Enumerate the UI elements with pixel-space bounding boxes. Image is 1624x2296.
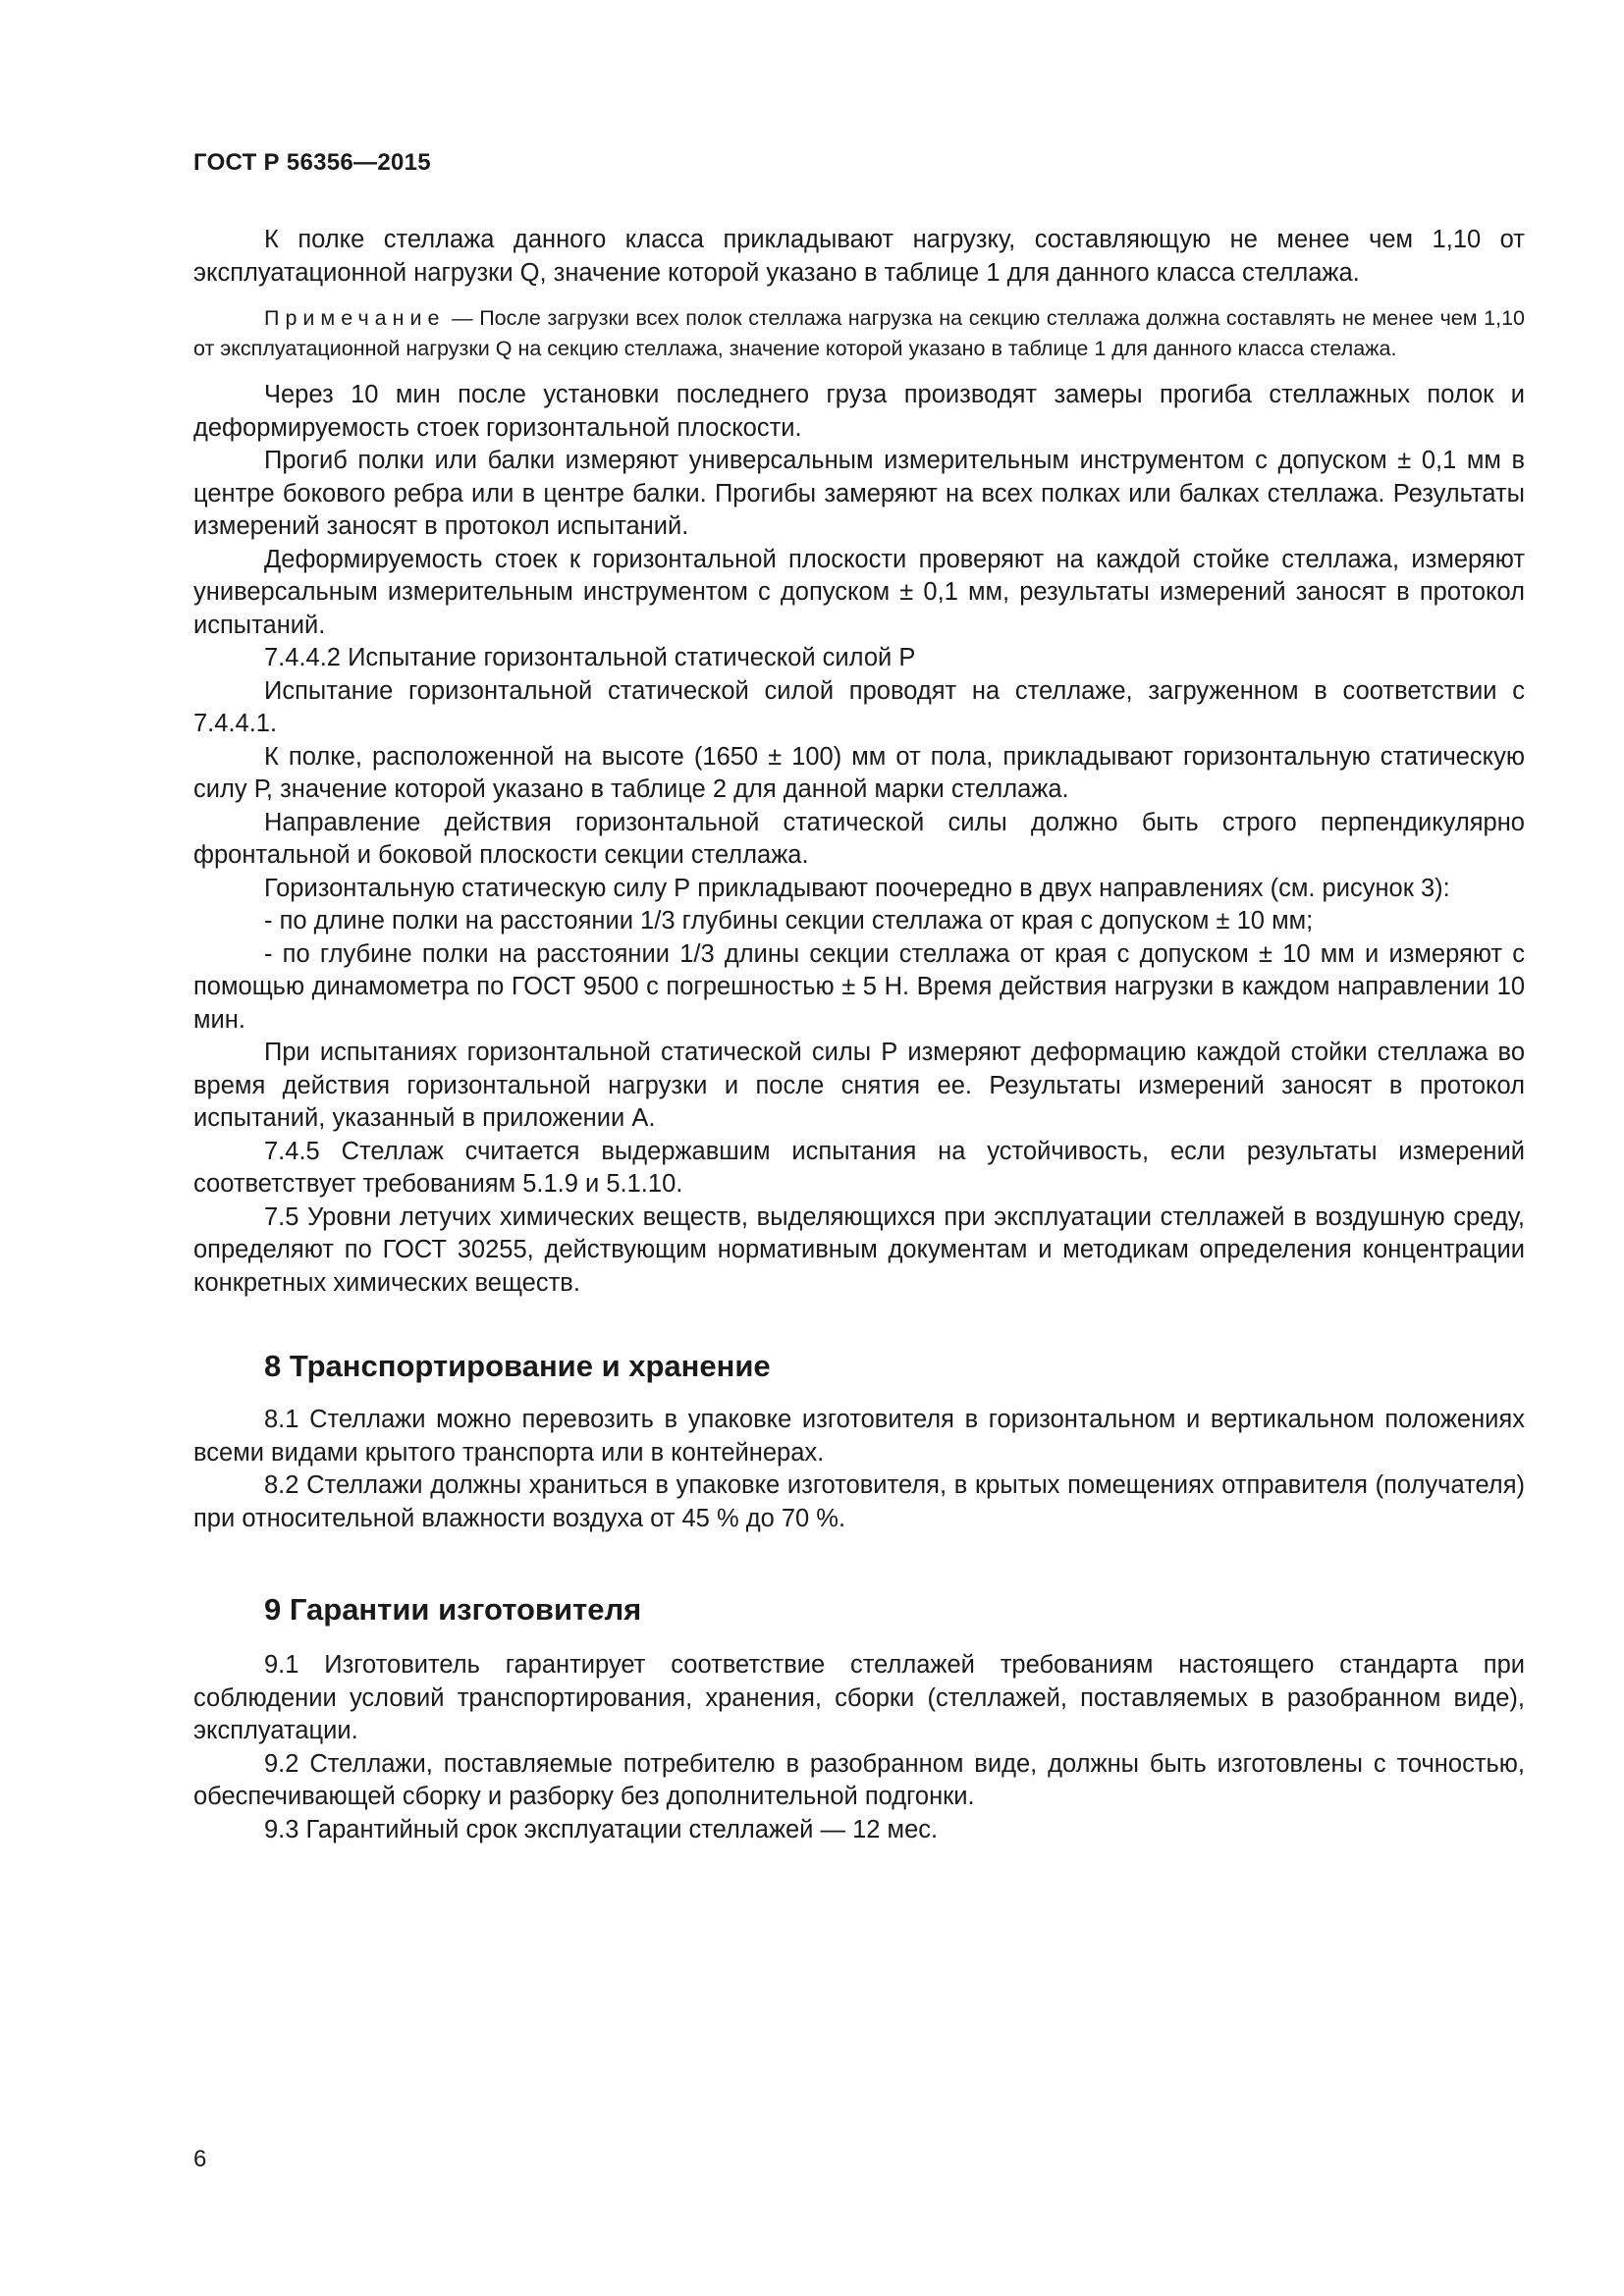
paragraph-force-sequence: Горизонтальную статическую силу Р прикладывают поочередно в двух направлениях (см. рисунок 3):	[264, 874, 1450, 902]
paragraph-9-3: 9.3 Гарантийный срок эксплуатации стеллажей — 12 мес.	[264, 1815, 939, 1843]
list-item-depth-direction: - по глубине полки на расстоянии 1/3 длины секции стеллажа от края с допуском ± 10 мм и измеряют с помощью динамометра по ГОСТ 9500 с погрешностью ± 5 Н. Время действия нагрузки в каждом направлении 10 мин.	[193, 939, 1525, 1034]
paragraph-7-4-5-stability: 7.4.5 Стеллаж считается выдержавшим испытания на устойчивость, если результаты измерений соответствует требованиям 5.1.9 и 5.1.10.	[193, 1137, 1525, 1198]
note-label: Примечание	[264, 306, 446, 330]
paragraph-load-requirement: К полке стеллажа данного класса прикладывают нагрузку, составляющую не менее чем 1,10 от эксплуатационной нагрузки Q, значение которой указано в таблице 1 для данного класса стеллажа.	[193, 226, 1525, 287]
list-item-length-direction: - по длине полки на расстоянии 1/3 глубины секции стеллажа от края с допуском ± 10 мм;	[264, 907, 1314, 934]
paragraph-deformation-recording: При испытаниях горизонтальной статической силы Р измеряют деформацию каждой стойки стеллажа во время действия горизонтальной нагрузки и после снятия ее. Результаты измерений заносят в протокол испытаний, указанный в приложении А.	[193, 1039, 1525, 1132]
paragraph-deflection-measurement: Прогиб полки или балки измеряют универсальным измерительным инструментом с допуском ± 0,1 мм в центре бокового ребра или в центре балки. Прогибы замеряют на всех полках или балках стеллажа. Результаты измерений заносят в протокол испытаний.	[193, 447, 1525, 540]
section-8-heading: 8 Транспортирование и хранение	[264, 1349, 771, 1383]
paragraph-measurement-timing: Через 10 мин после установки последнего груза производят замеры прогиба стеллажных полок и деформируемость стоек горизонтальной плоскости.	[193, 381, 1525, 442]
page-content	[193, 224, 1525, 1846]
paragraph-force-direction: Направление действия горизонтальной статической силы должно быть строго перпендикулярно фронтальной и боковой плоскости секции стеллажа.	[193, 808, 1525, 869]
paragraph-8-2: 8.2 Стеллажи должны храниться в упаковке изготовителя, в крытых помещениях отправителя (получателя) при относительной влажности воздуха от 45 % до 70 %.	[193, 1471, 1525, 1532]
paragraph-7-5-chemicals: 7.5 Уровни летучих химических веществ, выделяющихся при эксплуатации стеллажей в воздушную среду, определяют по ГОСТ 30255, действующим нормативным документам и методикам определения концентрации конкретных химических веществ.	[193, 1202, 1525, 1297]
subsection-7-4-4-2-title: 7.4.4.2 Испытание горизонтальной статической силой Р	[264, 644, 916, 671]
paragraph-9-1: 9.1 Изготовитель гарантирует соответствие стеллажей требованиям настоящего стандарта при соблюдении условий транспортирования, хранения, сборки (стеллажей, поставляемых в разобранном виде), эксплуатации.	[193, 1651, 1525, 1744]
paragraph-8-1: 8.1 Стеллажи можно перевозить в упаковке изготовителя в горизонтальном и вертикальном положениях всеми видами крытого транспорта или в контейнерах.	[193, 1406, 1525, 1467]
note	[193, 303, 1525, 363]
section-9-heading: 9 Гарантии изготовителя	[264, 1592, 642, 1627]
paragraph-force-application: К полке, расположенной на высоте (1650 ± 100) мм от пола, прикладывают горизонтальную статическую силу Р, значение которой указано в таблице 2 для данной марки стеллажа.	[193, 742, 1525, 803]
document-header: ГОСТ Р 56356—2015	[193, 149, 431, 176]
paragraph-horizontal-test-setup: Испытание горизонтальной статической силой проводят на стеллаже, загруженном в соответствии с 7.4.4.1.	[193, 676, 1525, 737]
paragraph-post-deformation: Деформируемость стоек к горизонтальной плоскости проверяют на каждой стойке стеллажа, измеряют универсальным измерительным инструментом с допуском ± 0,1 мм, результаты измерений заносят в протокол испытаний.	[193, 545, 1525, 639]
paragraph-9-2: 9.2 Стеллажи, поставляемые потребителю в разобранном виде, должны быть изготовлены с точностью, обеспечивающей сборку и разборку без дополнительной подгонки.	[193, 1749, 1525, 1810]
note-text: — После загрузки всех полок стеллажа нагрузка на секцию стеллажа должна составлять не менее чем 1,10 от эксплуатационной нагрузки Q на секцию стеллажа, значение которой указано в таблице 1 для данного класса стелажа.	[193, 306, 1525, 360]
page-number: 6	[193, 2146, 207, 2172]
